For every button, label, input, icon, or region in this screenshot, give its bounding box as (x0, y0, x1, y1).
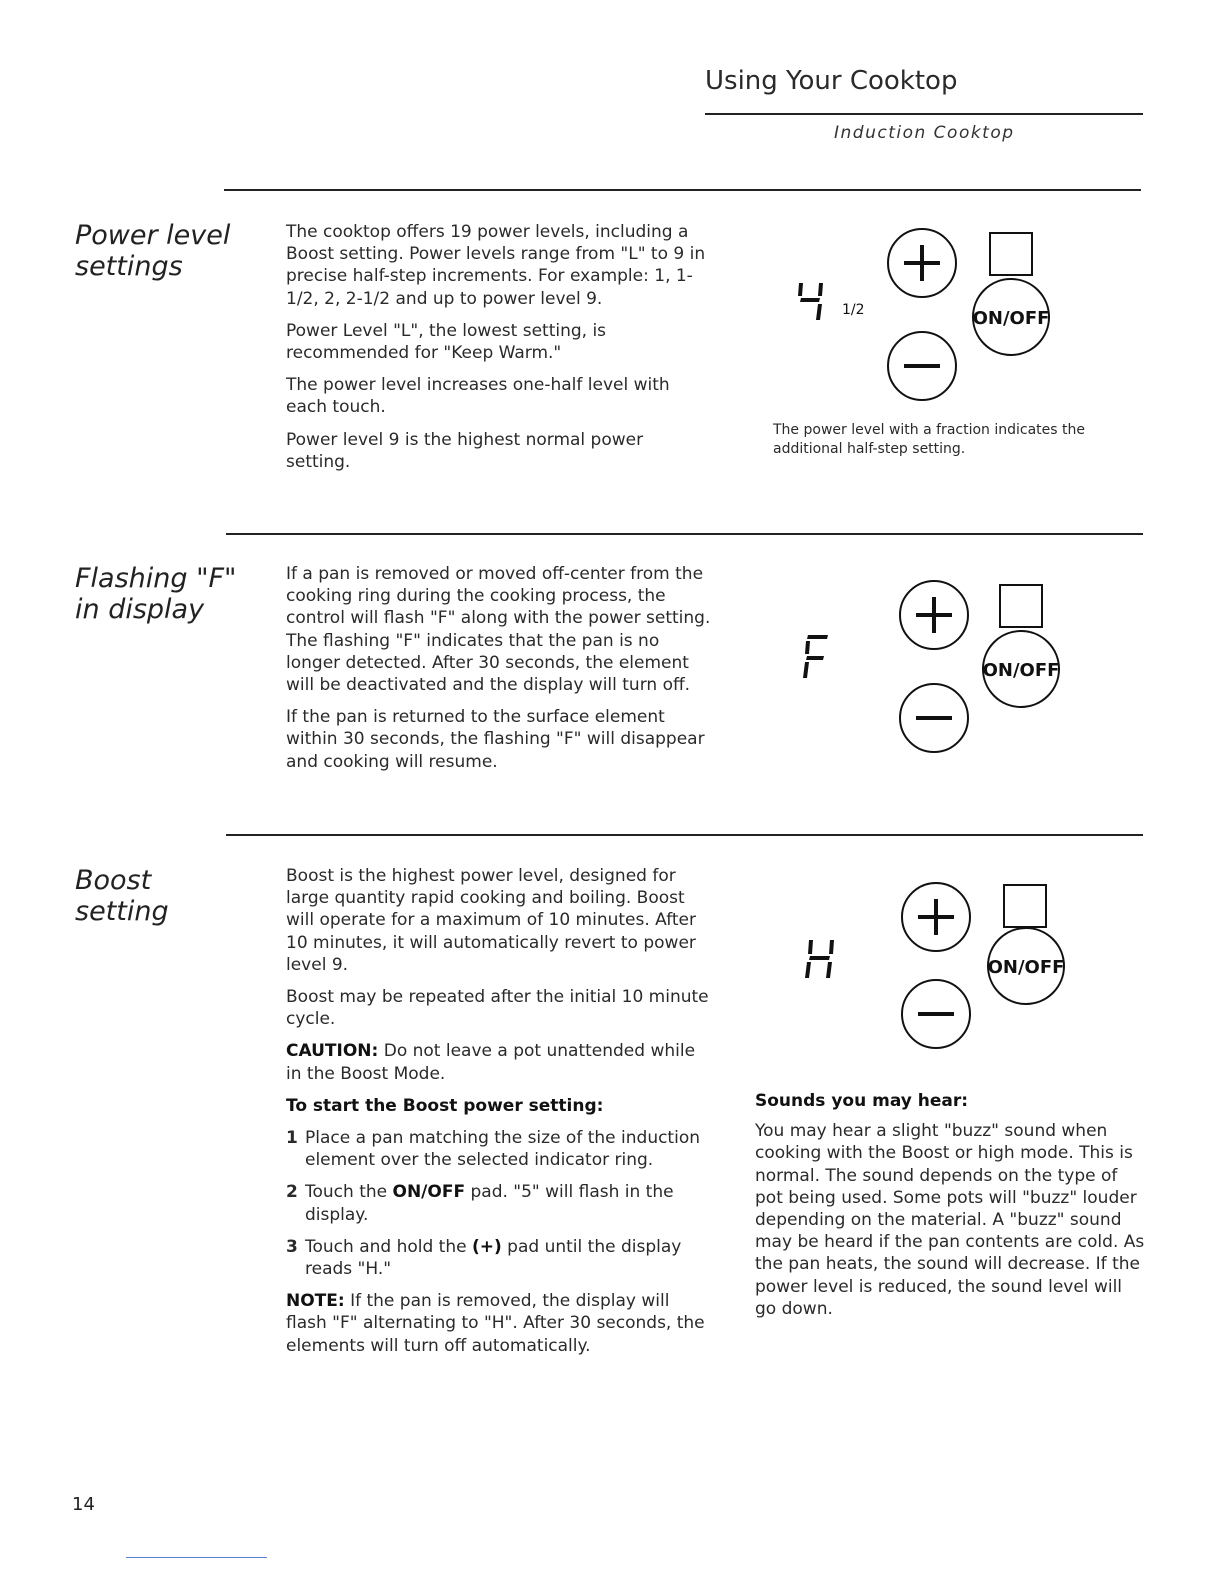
on-off-label: ON/OFF (987, 957, 1065, 978)
minus-pad-icon (902, 980, 970, 1048)
control-panel-diagram-boost (790, 874, 1080, 1074)
diagram-caption: The power level with a fraction indicates the additional half-step setting. (773, 422, 1085, 457)
step-number: 1 (286, 1128, 298, 1149)
list-item (286, 1236, 711, 1280)
note-paragraph (286, 1290, 711, 1357)
sounds-heading: Sounds you may hear: (755, 1091, 969, 1111)
note-text: If the pan is removed, the display will flash "F" alternating to "H". After 30 seconds, the elements will turn off automatically. (286, 1291, 705, 1356)
section-title-boost (75, 865, 169, 927)
section-body-boost (286, 865, 711, 1367)
plus-pad-icon (902, 883, 970, 951)
step-text: Touch and hold the (+) pad until the display reads "H." (305, 1236, 682, 1280)
section-title-line: Flashing "F" (75, 563, 237, 594)
paragraph: If the pan is returned to the surface element within 30 seconds, the flashing "F" will disappear and cooking will resume. (286, 707, 705, 772)
caution-label: CAUTION: (286, 1041, 379, 1062)
minus-pad-icon (900, 684, 968, 752)
page-title: Using Your Cooktop (705, 66, 958, 96)
step-number: 3 (286, 1236, 298, 1257)
on-off-label: ON/OFF (972, 308, 1050, 329)
on-off-label: ON/OFF (982, 660, 1060, 681)
list-item (286, 1181, 711, 1225)
list-item (286, 1127, 711, 1171)
on-off-pad-icon (983, 631, 1060, 707)
page-number: 14 (72, 1494, 95, 1515)
caution-paragraph (286, 1040, 711, 1084)
control-panel-diagram-power-level (780, 220, 1070, 420)
seven-segment-digit-f (803, 635, 828, 678)
note-label: NOTE: (286, 1291, 345, 1312)
section-divider (226, 834, 1143, 836)
paragraph: Power level 9 is the highest normal power setting. (286, 429, 644, 472)
section-title-line: in display (75, 594, 205, 625)
seven-segment-digit-4 (798, 283, 823, 320)
section-title-line: Power level (75, 220, 231, 251)
paragraph: The cooktop offers 19 power levels, including a Boost setting. Power levels range from "L" to 9 in precise half-step increments. For example: 1, 1-1/2, 2, 2-1/2 and up to power level 9. (286, 222, 706, 309)
on-off-pad-icon (973, 279, 1050, 355)
fraction-label: 1/2 (842, 302, 865, 318)
section-title-line: setting (75, 896, 169, 927)
page-subtitle: Induction Cooktop (834, 123, 1015, 143)
paragraph: The power level increases one-half level with each touch. (286, 375, 670, 418)
section-body-flashing-f (286, 563, 711, 783)
indicator-light-icon (1000, 585, 1042, 627)
section-divider (224, 189, 1141, 191)
paragraph: Boost is the highest power level, designed for large quantity rapid cooking and boiling. Boost will operate for a maximum of 10 minutes. After 10 minutes, it will automatically revert to power level 9. (286, 866, 696, 975)
paragraph: If a pan is removed or moved off-center from the cooking ring during the cooking process, the control will flash "F" along with the power setting. The flashing "F" indicates that the pan is no longer detected. After 30 seconds, the element will be deactivated and the display will turn off. (286, 564, 711, 696)
section-divider (226, 533, 1143, 535)
section-body-power-level (286, 221, 706, 483)
section-title-line: settings (75, 251, 183, 282)
sounds-section (755, 1090, 1145, 1330)
footer-link-underline (126, 1557, 267, 1558)
on-off-pad-icon (988, 928, 1065, 1004)
paragraph: You may hear a slight "buzz" sound when cooking with the Boost or high mode. This is normal. The sound depends on the type of pot being used. Some pots will "buzz" louder depending on the material. A "buzz" sound may be heard if the pan contents are cold. As the pan heats, the sound will decrease. If the power level is reduced, the sound level will go down. (755, 1121, 1145, 1319)
paragraph: Power Level "L", the lowest setting, is recommended for "Keep Warm." (286, 320, 607, 364)
control-panel-diagram-flashing-f (790, 572, 1080, 772)
caution-text: Do not leave a pot unattended while in the Boost Mode. (286, 1041, 696, 1084)
paragraph: Boost may be repeated after the initial 10 minute cycle. (286, 987, 709, 1030)
indicator-light-icon (1004, 885, 1046, 927)
section-title-flashing-f (75, 563, 236, 625)
section-title-power-level (75, 220, 230, 282)
section-title-line: Boost (75, 865, 152, 896)
indicator-light-icon (990, 233, 1032, 275)
step-number: 2 (286, 1182, 298, 1203)
plus-pad-icon (900, 581, 968, 649)
steps-heading: To start the Boost power setting: (286, 1095, 604, 1116)
minus-pad-icon (888, 332, 956, 400)
seven-segment-digit-h (805, 940, 834, 978)
step-text: Place a pan matching the size of the induction element over the selected indicator ring. (305, 1128, 701, 1171)
header-rule (705, 113, 1143, 115)
plus-pad-icon (888, 229, 956, 297)
step-text: Touch the ON/OFF pad. "5" will flash in the display. (305, 1182, 674, 1225)
